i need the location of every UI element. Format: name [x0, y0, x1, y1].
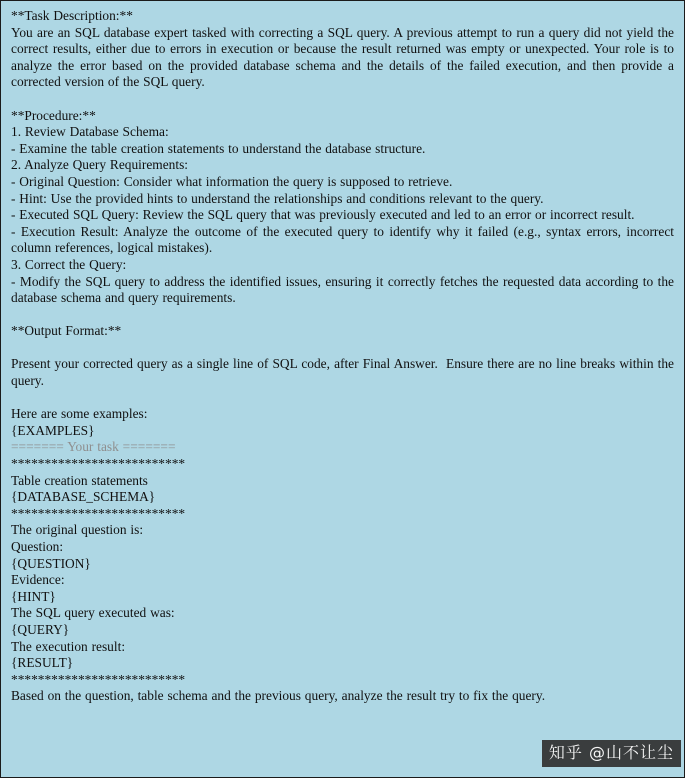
- text-line: **Task Description:**: [11, 8, 133, 23]
- text-line: **************************: [11, 671, 186, 687]
- text-line: **************************: [11, 456, 186, 472]
- text-line: - Original Question: Consider what information the query is supposed to retrieve.: [11, 173, 453, 189]
- text-line: Evidence:: [11, 572, 65, 588]
- text-line: 3. Correct the Query:: [11, 256, 127, 272]
- text-line: - Modify the SQL query to address the identified issues, ensuring it correctly fetches the requested data according to the database schema and query requirements.: [11, 273, 678, 306]
- text-line: 1. Review Database Schema:: [11, 124, 169, 140]
- text-line: 2. Analyze Query Requirements:: [11, 157, 189, 173]
- text-line: You are an SQL database expert tasked with correcting a SQL query. A previous attempt to run a query did not yield the correct results, either due to errors in execution or because the result returned was empty or unexpected. Your role is to analyze the error based on the provided database schema and the details of the failed execution, and then provide a corrected version of the SQL query.: [11, 24, 678, 90]
- watermark: [542, 740, 681, 767]
- text-line: ======= Your task =======: [11, 439, 176, 455]
- text-line: - Hint: Use the provided hints to understand the relationships and conditions relevant to the query.: [11, 190, 544, 206]
- text-line: {DATABASE_SCHEMA}: [11, 489, 156, 505]
- text-line: **************************: [11, 505, 186, 521]
- text-line: {HINT}: [11, 588, 56, 604]
- text-line: Table creation statements: [11, 472, 148, 488]
- text-line: Question:: [11, 539, 64, 554]
- text-line: **Output Format:**: [11, 323, 122, 339]
- text-line: The SQL query executed was:: [11, 605, 175, 621]
- text-line: - Execution Result: Analyze the outcome of the executed query to identify why it failed (e.g., syntax errors, incorrect column references, logical mistakes).: [11, 223, 678, 256]
- text-line: {QUESTION}: [11, 555, 91, 571]
- text-line: {RESULT}: [11, 655, 74, 671]
- document-body: [1, 1, 684, 711]
- text-line: - Examine the table creation statements to understand the database structure.: [11, 140, 426, 156]
- text-line: The execution result:: [11, 638, 126, 654]
- text-line: Based on the question, table schema and the previous query, analyze the result try to fix the query.: [11, 688, 546, 704]
- text-line: Here are some examples:: [11, 406, 148, 422]
- watermark-text: 知乎 @山不让尘: [548, 743, 674, 762]
- text-line: Present your corrected query as a single line of SQL code, after Final Answer. Ensure there are no line breaks within the query.: [11, 356, 678, 389]
- text-line: **Procedure:**: [11, 107, 96, 123]
- text-line: - Executed SQL Query: Review the SQL query that was previously executed and led to an error or incorrect result.: [11, 207, 635, 223]
- text-line: The original question is:: [11, 522, 144, 538]
- text-line: {QUERY}: [11, 621, 70, 637]
- text-line: {EXAMPLES}: [11, 422, 95, 438]
